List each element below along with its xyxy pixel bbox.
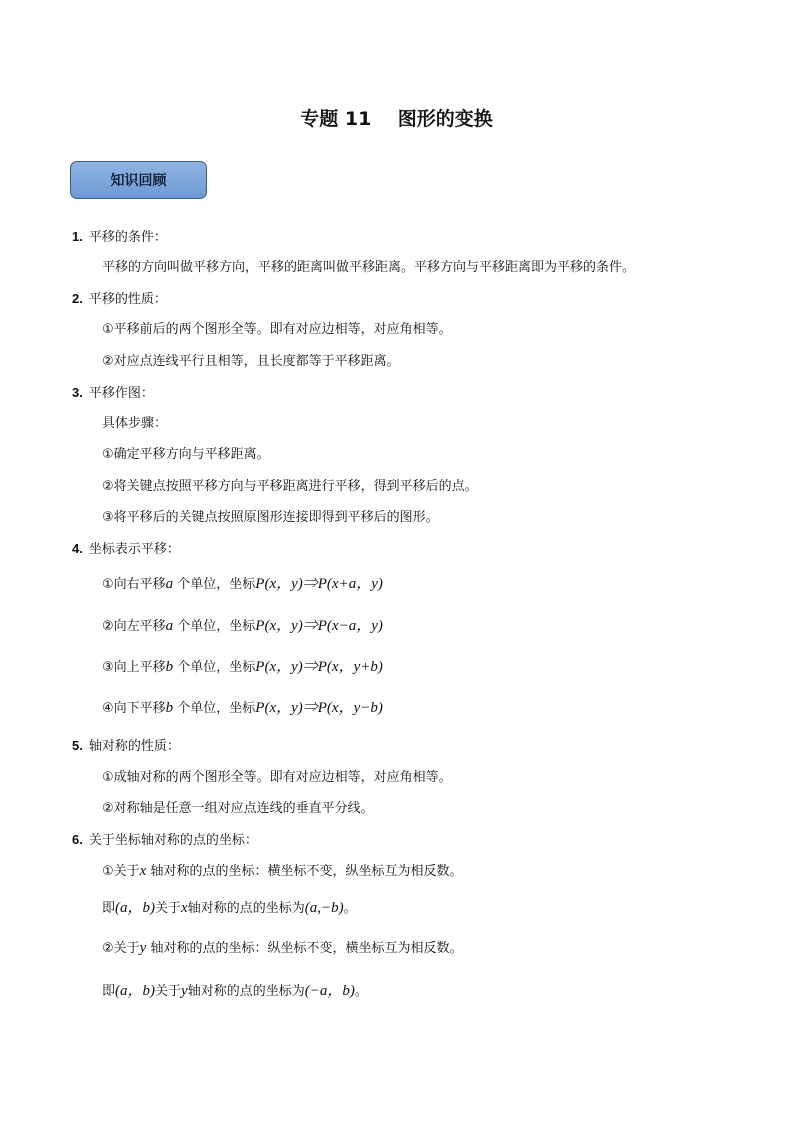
section-heading: 1. 平移的条件： [72,229,167,245]
body-text: 具体步骤： [102,416,168,431]
translation-rule: ①向右平移a 个单位，坐标P(x，y)⇒P(x+a，y) [102,576,383,592]
body-text: ①平移前后的两个图形全等。即有对应边相等，对应角相等。 [102,322,452,337]
body-text: ①成轴对称的两个图形全等。即有对应边相等，对应角相等。 [102,770,452,785]
symmetry-example: 即(a，b)关于x轴对称的点的坐标为(a,−b)。 [102,900,357,916]
body-text: 平移的方向叫做平移方向，平移的距离叫做平移距离。平移方向与平移距离即为平移的条件。 [102,260,636,275]
section-heading: 6. 关于坐标轴对称的点的坐标： [72,832,258,848]
symmetry-rule: ②关于y 轴对称的点的坐标：纵坐标不变，横坐标互为相反数。 [102,940,463,956]
section-heading: 5. 轴对称的性质： [72,738,180,754]
section-badge: 知识回顾 [70,161,207,199]
translation-rule: ②向左平移a 个单位，坐标P(x，y)⇒P(x−a，y) [102,618,383,634]
body-text: ①确定平移方向与平移距离。 [102,447,270,462]
body-text: ②将关键点按照平移方向与平移距离进行平移，得到平移后的点。 [102,479,478,494]
body-text: ②对应点连线平行且相等，且长度都等于平移距离。 [102,354,400,369]
symmetry-example: 即(a，b)关于y轴对称的点的坐标为(−a，b)。 [102,983,368,999]
translation-rule: ④向下平移b 个单位，坐标P(x，y)⇒P(x，y−b) [102,700,383,716]
body-text: ②对称轴是任意一组对应点连线的垂直平分线。 [102,801,374,816]
section-heading: 2. 平移的性质： [72,291,167,307]
section-heading: 3. 平移作图： [72,385,154,401]
symmetry-rule: ①关于x 轴对称的点的坐标：横坐标不变，纵坐标互为相反数。 [102,863,463,879]
body-text: ③将平移后的关键点按照原图形连接即得到平移后的图形。 [102,510,439,525]
page-title: 专题 11 图形的变换 [300,108,493,130]
section-heading: 4. 坐标表示平移： [72,541,180,557]
translation-rule: ③向上平移b 个单位，坐标P(x，y)⇒P(x，y+b) [102,659,383,675]
